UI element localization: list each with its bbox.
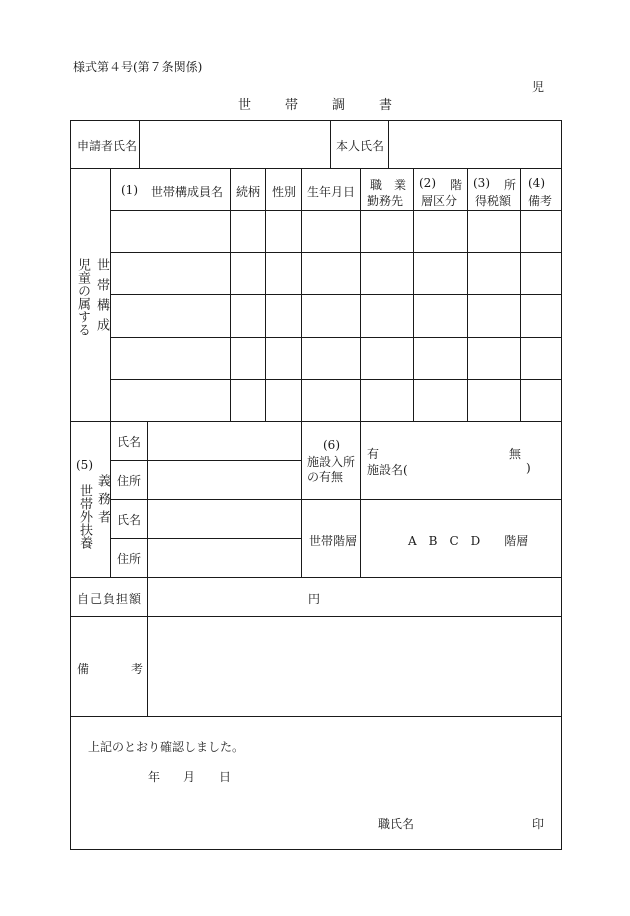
col-occupation: 職 業: [370, 178, 407, 192]
facility-name-close: ): [526, 461, 531, 475]
support-side-label-sub: 世帯外扶養: [77, 484, 92, 549]
form-number: 様式第４号(第７条関係): [73, 60, 203, 74]
support-name-label-2: 氏名: [117, 513, 142, 527]
remarks-field[interactable]: [153, 620, 555, 712]
self-name-field[interactable]: [394, 124, 556, 164]
col-tier-b: 層区分: [421, 194, 458, 208]
household-tier-label: 世帯階層: [309, 534, 358, 548]
facility-label: 施設入所: [307, 455, 356, 469]
support-number: (5): [76, 458, 93, 472]
date-year: 年: [148, 770, 161, 784]
col-tier-a: 階: [450, 178, 463, 192]
col-sex: 性別: [272, 185, 297, 199]
date-day: 日: [219, 770, 232, 784]
col-workplace: 勤務先: [367, 194, 404, 208]
col-remarks: 備考: [528, 194, 553, 208]
remarks-label: 備: [77, 662, 90, 676]
household-side-label: 世帯構成: [94, 258, 109, 338]
confirmation-statement: 上記のとおり確認しました。: [88, 740, 245, 754]
col-member-name: 世帯構成員名: [151, 185, 224, 199]
col-tax-a: 所: [504, 178, 517, 192]
col-tax-no: (3): [473, 176, 490, 190]
household-side-label-sub: 児童の属する: [75, 258, 90, 336]
col-tax-b: 得税額: [475, 194, 512, 208]
date-month: 月: [183, 770, 196, 784]
self-name-label: 本人氏名: [336, 139, 385, 153]
burden-yen: 円: [308, 592, 321, 606]
facility-label-sub: の有無: [307, 470, 344, 484]
applicant-name-field[interactable]: [145, 124, 325, 164]
col-tier-no: (2): [419, 176, 436, 190]
col-birthdate: 生年月日: [307, 185, 356, 199]
burden-label: 自己負担額: [77, 592, 143, 606]
household-tier-options[interactable]: A B C D 階層: [408, 534, 529, 548]
support-address-label-1: 住所: [117, 474, 142, 488]
top-right-mark: 児: [532, 80, 545, 94]
col-member-no: (1): [121, 183, 138, 197]
seal-mark: 印: [532, 817, 545, 831]
applicant-name-label: 申請者氏名: [77, 139, 138, 153]
remarks-label-end: 考: [131, 662, 144, 676]
support-address-label-2: 住所: [117, 552, 142, 566]
official-name-label: 職氏名: [378, 817, 415, 831]
page-title: 世帯調書: [238, 98, 427, 113]
col-remarks-no: (4): [528, 176, 545, 190]
facility-name-label: 施設名(: [367, 463, 408, 477]
support-name-label-1: 氏名: [117, 435, 142, 449]
support-side-label: 義務者: [95, 474, 110, 528]
col-relation: 続柄: [236, 185, 261, 199]
facility-yes-option[interactable]: 有: [367, 447, 380, 461]
facility-number: (6): [323, 438, 340, 452]
facility-no-option[interactable]: 無: [509, 447, 522, 461]
